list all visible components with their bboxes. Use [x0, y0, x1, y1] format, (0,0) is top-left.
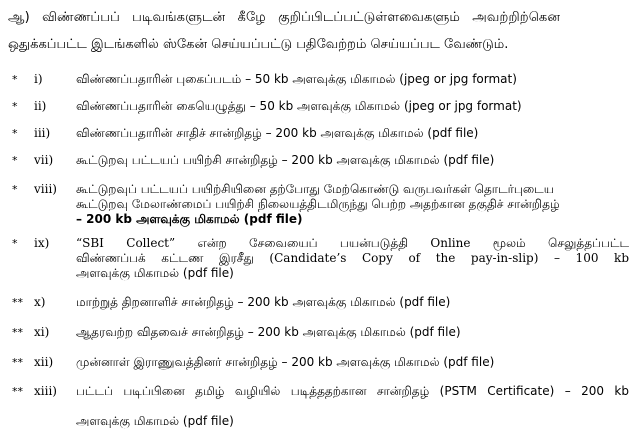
item-number: x)	[34, 295, 46, 309]
intro-line-1: ஆ) விண்ணப்பப் படிவங்களுடன் கீழே குறிப்பிடப்பட்டுள்ளவைகளும் அவற்றிற்கென	[8, 10, 561, 25]
item-text-line: கூட்டுறவுப் பட்டயப் பயிற்சியினை தற்போது மேற்கொண்டு வருபவர்கள் தொடர்புடைய	[76, 182, 555, 196]
item-number: xiii)	[34, 384, 57, 398]
item-number: xii)	[34, 355, 54, 369]
item-text	[76, 384, 629, 429]
bullet-marker: *	[12, 127, 18, 140]
item-text-line: பட்டப் படிப்பினை தமிழ் வழியில் படித்ததற்கான சான்றிதழ் (PSTM Certificate) – 200 kb	[76, 384, 629, 398]
item-number: ii)	[34, 99, 47, 113]
bullet-marker: **	[12, 385, 23, 398]
item-number: ix)	[34, 236, 50, 250]
item-text-line: ஆதரவற்ற விதவைச் சான்றிதழ் – 200 kb அளவுக்கு மிகாமல் (pdf file)	[76, 325, 461, 339]
item-text-line: கூட்டுறவு பட்டயப் பயிற்சி சான்றிதழ் – 200 kb அளவுக்கு மிகாமல் (pdf file)	[76, 153, 495, 167]
item-number: viii)	[34, 182, 57, 196]
bullet-marker: **	[12, 326, 23, 339]
bullet-marker: *	[12, 154, 18, 167]
bullet-marker: **	[12, 296, 23, 309]
item-text-line: முன்னாள் இராணுவத்தினர் சான்றிதழ் – 200 kb அளவுக்கு மிகாமல் (pdf file)	[76, 355, 495, 369]
item-number: i)	[34, 72, 43, 86]
bullet-marker: *	[12, 73, 18, 86]
item-text-line: விண்ணப்பதாரின் சாதிச் சான்றிதழ் – 200 kb அளவுக்கு மிகாமல் (pdf file)	[76, 126, 479, 140]
item-text-line: – 200 kb அளவுக்கு மிகாமல் (pdf file)	[76, 212, 303, 226]
item-text	[76, 325, 629, 340]
bullet-marker: *	[12, 183, 18, 196]
item-text	[76, 99, 629, 114]
intro-line-2: ஒதுக்கப்பட்ட இடங்களில் ஸ்கேன் செய்யப்பட்டு பதிவேற்றம் செய்யப்பட வேண்டும்.	[8, 37, 509, 52]
item-text-line: மாற்றுத் திறனாளிச் சான்றிதழ் – 200 kb அளவுக்கு மிகாமல் (pdf file)	[76, 295, 451, 309]
item-text	[76, 236, 629, 281]
item-number: iii)	[34, 126, 51, 140]
item-text	[76, 126, 629, 141]
item-text	[76, 153, 629, 168]
item-number: vii)	[34, 153, 54, 167]
item-text-line: கூட்டுறவு மேலாண்மைப் பயிற்சி நிலையத்திடமிருந்து பெற்ற அதற்கான தகுதிச் சான்றிதழ்	[76, 197, 560, 211]
item-text-line: “SBI Collect” என்ற சேவையைப் பயன்படுத்தி Online மூலம் செலுத்தப்பட்ட	[76, 236, 629, 250]
item-text	[76, 295, 629, 310]
item-text-line: விண்ணப்பக் கட்டண இரசீது (Candidate’s Copy of the pay-in-slip) – 100 kb	[76, 251, 629, 265]
bullet-marker: *	[12, 100, 18, 113]
item-text-line: அளவுக்கு மிகாமல் (pdf file)	[76, 414, 234, 428]
item-text-line: விண்ணப்பதாரின் கையெழுத்து – 50 kb அளவுக்கு மிகாமல் (jpeg or jpg format)	[76, 99, 522, 113]
item-number: xi)	[34, 325, 50, 339]
bullet-marker: *	[12, 237, 18, 250]
item-text-line: விண்ணப்பதாரின் புகைப்படம் – 50 kb அளவுக்கு மிகாமல் (jpeg or jpg format)	[76, 72, 517, 86]
item-text	[76, 355, 629, 370]
item-text-line: அளவுக்கு மிகாமல் (pdf file)	[76, 266, 234, 280]
bullet-marker: **	[12, 356, 23, 369]
item-text	[76, 72, 629, 87]
item-text	[76, 182, 629, 227]
